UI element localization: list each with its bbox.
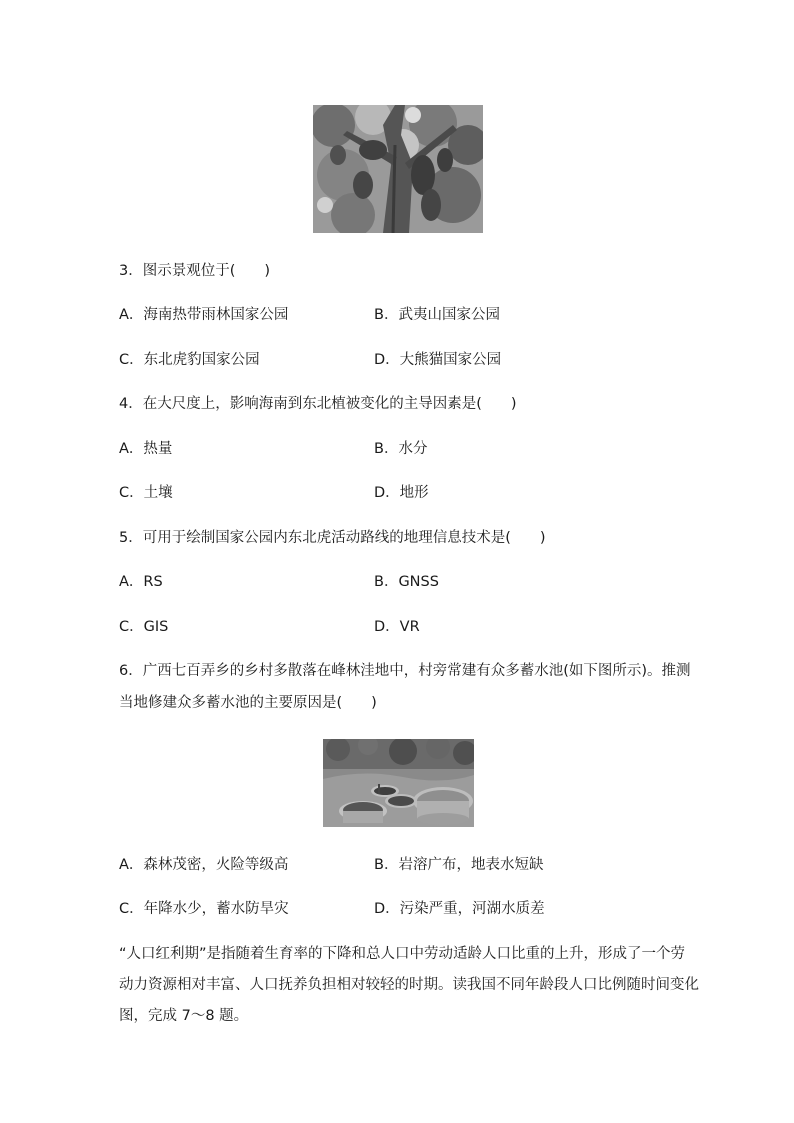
tree-photo: [313, 105, 483, 233]
question-4-option-c: C．土壤: [119, 485, 173, 501]
pools-photo: [323, 739, 474, 827]
question-3-option-a: A．海南热带雨林国家公园: [119, 307, 289, 323]
question-6-option-d: D．污染严重，河湖水质差: [374, 901, 545, 917]
question-6-stem-line1: 6．广西七百弄乡的乡村多散落在峰林洼地中，村旁常建有众多蓄水池(如下图所示)。推测: [119, 663, 691, 679]
question-5-option-d: D．VR: [374, 619, 420, 635]
passage-line-2: 动力资源相对丰富、人口抚养负担相对较轻的时期。读我国不同年龄段人口比例随时间变化: [119, 977, 699, 993]
passage-line-1: “人口红利期”是指随着生育率的下降和总人口中劳动适龄人口比重的上升，形成了一个劳: [119, 946, 686, 962]
question-5-option-b: B．GNSS: [374, 574, 439, 590]
question-6-option-c: C．年降水少，蓄水防旱灾: [119, 901, 289, 917]
question-6-option-a: A．森林茂密，火险等级高: [119, 857, 289, 873]
question-3-stem: 3．图示景观位于( ): [119, 263, 271, 279]
question-4-option-a: A．热量: [119, 441, 173, 457]
question-3-option-d: D．大熊猫国家公园: [374, 352, 502, 368]
question-5-stem: 5．可用于绘制国家公园内东北虎活动路线的地理信息技术是( ): [119, 530, 546, 546]
question-5-option-a: A．RS: [119, 574, 163, 590]
question-3-option-b: B．武夷山国家公园: [374, 307, 500, 323]
question-4-option-d: D．地形: [374, 485, 429, 501]
question-5-option-c: C．GIS: [119, 619, 169, 635]
passage-line-3: 图，完成 7～8 题。: [119, 1008, 249, 1024]
question-6-stem-line2: 当地修建众多蓄水池的主要原因是( ): [119, 695, 377, 711]
question-6-option-b: B．岩溶广布，地表水短缺: [374, 857, 544, 873]
question-3-option-c: C．东北虎豹国家公园: [119, 352, 260, 368]
question-4-stem: 4．在大尺度上，影响海南到东北植被变化的主导因素是( ): [119, 396, 517, 412]
question-4-option-b: B．水分: [374, 441, 428, 457]
